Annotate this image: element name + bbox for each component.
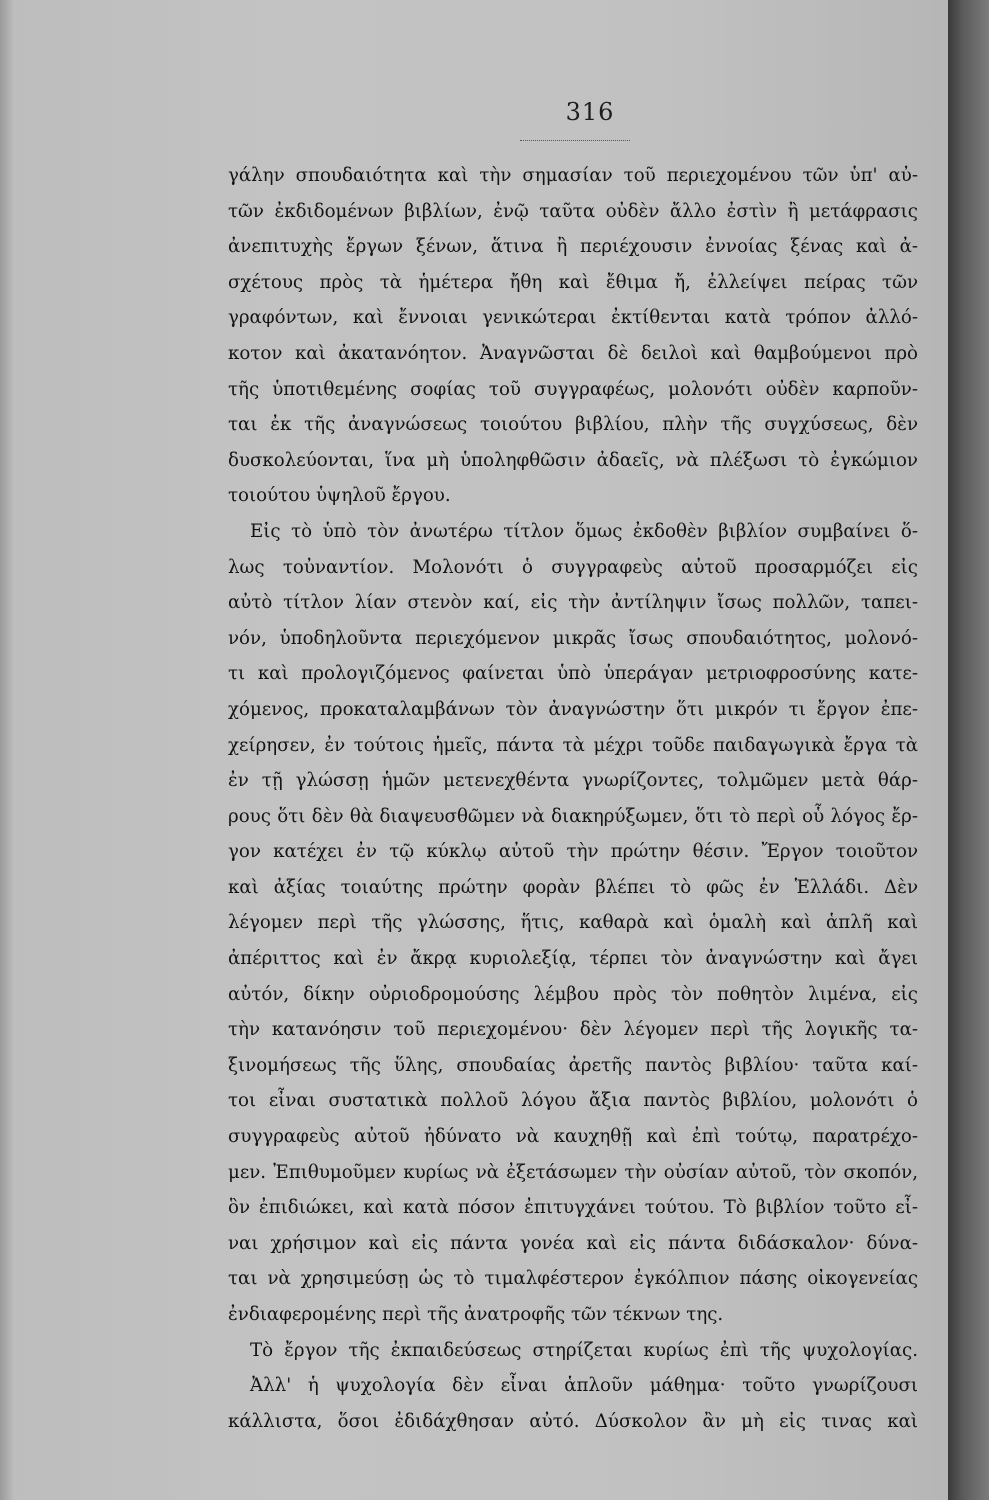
book-spine-edge [948,0,989,1500]
text-line: κοτον καὶ ἀκατανόητον. Ἀναγνῶσται δὲ δειλοὶ καὶ θαμβούμενοι πρὸ [228,342,918,364]
text-line: τοιούτου ὑψηλοῦ ἔργου. [228,485,451,507]
page-gutter-shadow [0,0,14,1500]
text-line: τῶν ἐκδιδομένων βιβλίων, ἐνῷ ταῦτα οὐδὲν ἄλλο ἐστὶν ἢ μετάφρασις [228,200,918,222]
text-line: χείρησεν, ἐν τούτοις ἡμεῖς, πάντα τὰ μέχρι τοῦδε παιδαγωγικὰ ἔργα τὰ [228,734,918,756]
text-line: καὶ ἀξίας τοιαύτης πρώτην φορὰν βλέπει τὸ φῶς ἐν Ἑλλάδι. Δὲν [228,876,918,898]
text-line: ἀνεπιτυχὴς ἔργων ξένων, ἅτινα ἢ περιέχουσιν ἐννοίας ξένας καὶ ἀ- [228,236,918,258]
text-line: γον κατέχει ἐν τῷ κύκλῳ αὐτοῦ τὴν πρώτην θέσιν. Ἔργον τοιοῦτον [228,841,918,863]
text-line: Ἀλλ' ἡ ψυχολογία δὲν εἶναι ἁπλοῦν μάθημα· τοῦτο γνωρίζουσι [250,1375,918,1397]
text-line: σχέτους πρὸς τὰ ἡμέτερα ἤθη καὶ ἔθιμα ἤ, ἐλλείψει πείρας τῶν [228,271,918,293]
text-line: ἀπέριττος καὶ ἐν ἄκρᾳ κυριολεξίᾳ, τέρπει τὸν ἀναγνώστην καὶ ἄγει [228,948,918,970]
page-number: 316 [565,98,615,126]
text-line: Εἰς τὸ ὑπὸ τὸν ἀνωτέρω τίτλον ὅμως ἐκδοθὲν βιβλίον συμβαίνει ὅ- [250,520,918,542]
text-line: νόν, ὑποδηλοῦντα περιεχόμενον μικρᾶς ἴσως σπουδαιότητος, μολονό- [228,627,918,649]
text-line: συγγραφεὺς αὐτοῦ ἠδύνατο νὰ καυχηθῇ καὶ ἐπὶ τούτῳ, παρατρέχο- [228,1126,918,1148]
text-line: αὐτόν, δίκην οὐριοδρομούσης λέμβου πρὸς τὸν ποθητὸν λιμένα, εἰς [228,983,918,1005]
text-line: ἐν τῇ γλώσσῃ ἡμῶν μετενεχθέντα γνωρίζοντες, τολμῶμεν μετὰ θάρ- [228,770,918,792]
body-text [228,158,918,1439]
text-line: ται νὰ χρησιμεύσῃ ὡς τὸ τιμαλφέστερον ἐγκόλπιον πάσης οἰκογενείας [228,1268,918,1290]
text-line: γάλην σπουδαιότητα καὶ τὴν σημασίαν τοῦ περιεχομένου τῶν ὑπ' αὐ- [228,165,918,186]
text-line: δυσκολεύονται, ἵνα μὴ ὑποληφθῶσιν ἀδαεῖς, νὰ πλέξωσι τὸ ἐγκώμιον [228,449,918,471]
text-line: τὴν κατανόησιν τοῦ περιεχομένου· δὲν λέγομεν περὶ τῆς λογικῆς τα- [228,1019,918,1041]
text-line: Τὸ ἔργον τῆς ἐκπαιδεύσεως στηρίζεται κυρίως ἐπὶ τῆς ψυχολογίας. [250,1339,918,1361]
text-line: μεν. Ἐπιθυμοῦμεν κυρίως νὰ ἐξετάσωμεν τὴν οὐσίαν αὐτοῦ, τὸν σκοπόν, [228,1161,918,1183]
text-line: ξινομήσεως τῆς ὕλης, σπουδαίας ἀρετῆς παντὸς βιβλίου· ταῦτα καί- [228,1054,918,1076]
text-line: χόμενος, προκαταλαμβάνων τὸν ἀναγνώστην ὅτι μικρόν τι ἔργον ἐπε- [228,698,918,720]
text-line: αὐτὸ τίτλον λίαν στενὸν καί, εἰς τὴν ἀντίληψιν ἴσως πολλῶν, ταπει- [228,592,918,614]
text-line: ὃν ἐπιδιώκει, καὶ κατὰ πόσον ἐπιτυγχάνει τούτου. Τὸ βιβλίον τοῦτο εἶ- [228,1197,918,1219]
text-line: λέγομεν περὶ τῆς γλώσσης, ἥτις, καθαρὰ καὶ ὁμαλὴ καὶ ἁπλῆ καὶ [228,912,918,934]
text-line: ται ἐκ τῆς ἀναγνώσεως τοιούτου βιβλίου, πλὴν τῆς συγχύσεως, δὲν [228,414,918,436]
text-line: ρους ὅτι δὲν θὰ διαψευσθῶμεν νὰ διακηρύξωμεν, ὅτι τὸ περὶ οὗ λόγος ἔρ- [228,805,918,827]
text-line: ναι χρήσιμον καὶ εἰς πάντα γονέα καὶ εἰς πάντα διδάσκαλον· δύνα- [228,1232,918,1254]
page-number-rule [520,140,630,141]
text-line: τι καὶ προλογιζόμενος φαίνεται ὑπὸ ὑπεράγαν μετριοφροσύνης κατε- [228,663,918,685]
text-line: γραφόντων, καὶ ἔννοιαι γενικώτεραι ἐκτίθενται κατὰ τρόπον ἀλλό- [228,307,918,329]
text-line: τῆς ὑποτιθεμένης σοφίας τοῦ συγγραφέως, μολονότι οὐδὲν καρποῦν- [228,378,918,400]
text-line: τοι εἶναι συστατικὰ πολλοῦ λόγου ἄξια παντὸς βιβλίου, μολονότι ὁ [228,1090,918,1112]
text-line: λως τοὐναντίον. Μολονότι ὁ συγγραφεὺς αὐτοῦ προσαρμόζει εἰς [228,556,918,578]
text-line: κάλλιστα, ὅσοι ἐδιδάχθησαν αὐτό. Δύσκολον ἂν μὴ εἰς τινας καὶ [228,1410,918,1432]
text-line: ἐνδιαφερομένης περὶ τῆς ἀνατροφῆς τῶν τέκνων της. [228,1304,724,1325]
